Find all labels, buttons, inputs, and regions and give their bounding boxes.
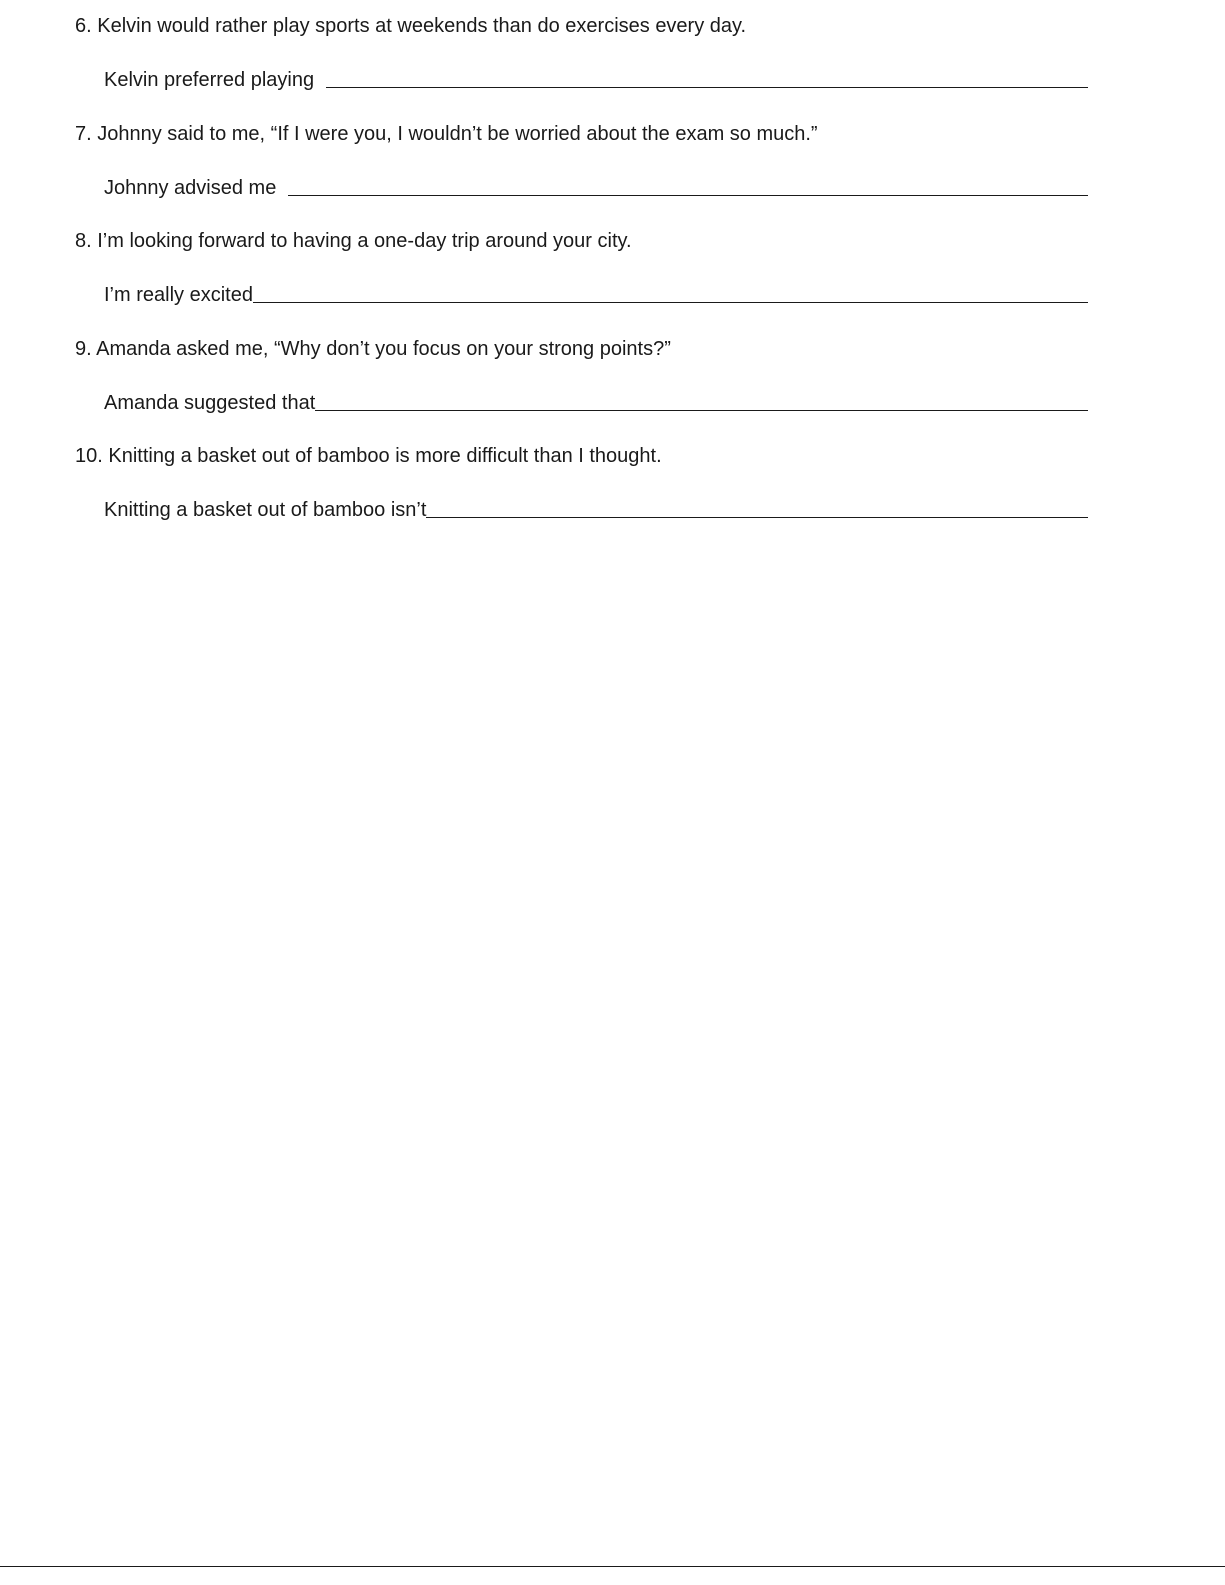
answer-blank-6[interactable] xyxy=(326,87,1088,88)
answer-line-7 xyxy=(104,176,1088,200)
answer-line-10 xyxy=(104,498,1088,522)
question-8: 8. I’m looking forward to having a one-day trip around your city. xyxy=(75,230,632,252)
answer-blank-8[interactable] xyxy=(253,302,1088,303)
answer-blank-9[interactable] xyxy=(315,410,1088,411)
answer-blank-10[interactable] xyxy=(426,517,1088,518)
answer-stem-8: I’m really excited xyxy=(104,284,253,306)
question-6: 6. Kelvin would rather play sports at weekends than do exercises every day. xyxy=(75,15,747,37)
answer-stem-10: Knitting a basket out of bamboo isn’t xyxy=(104,499,427,521)
answer-line-8 xyxy=(104,283,1088,307)
question-9: 9. Amanda asked me, “Why don’t you focus on your strong points?” xyxy=(75,338,671,360)
answer-stem-9: Amanda suggested that xyxy=(104,392,316,414)
answer-line-6 xyxy=(104,68,1088,92)
question-10: 10. Knitting a basket out of bamboo is more difficult than I thought. xyxy=(75,445,662,467)
question-7: 7. Johnny said to me, “If I were you, I wouldn’t be worried about the exam so much.” xyxy=(75,123,818,145)
answer-stem-7: Johnny advised me xyxy=(104,177,277,199)
answer-line-9 xyxy=(104,391,1088,415)
page-bottom-rule xyxy=(0,1566,1225,1567)
answer-blank-7[interactable] xyxy=(288,195,1088,196)
answer-stem-6: Kelvin preferred playing xyxy=(104,69,315,91)
